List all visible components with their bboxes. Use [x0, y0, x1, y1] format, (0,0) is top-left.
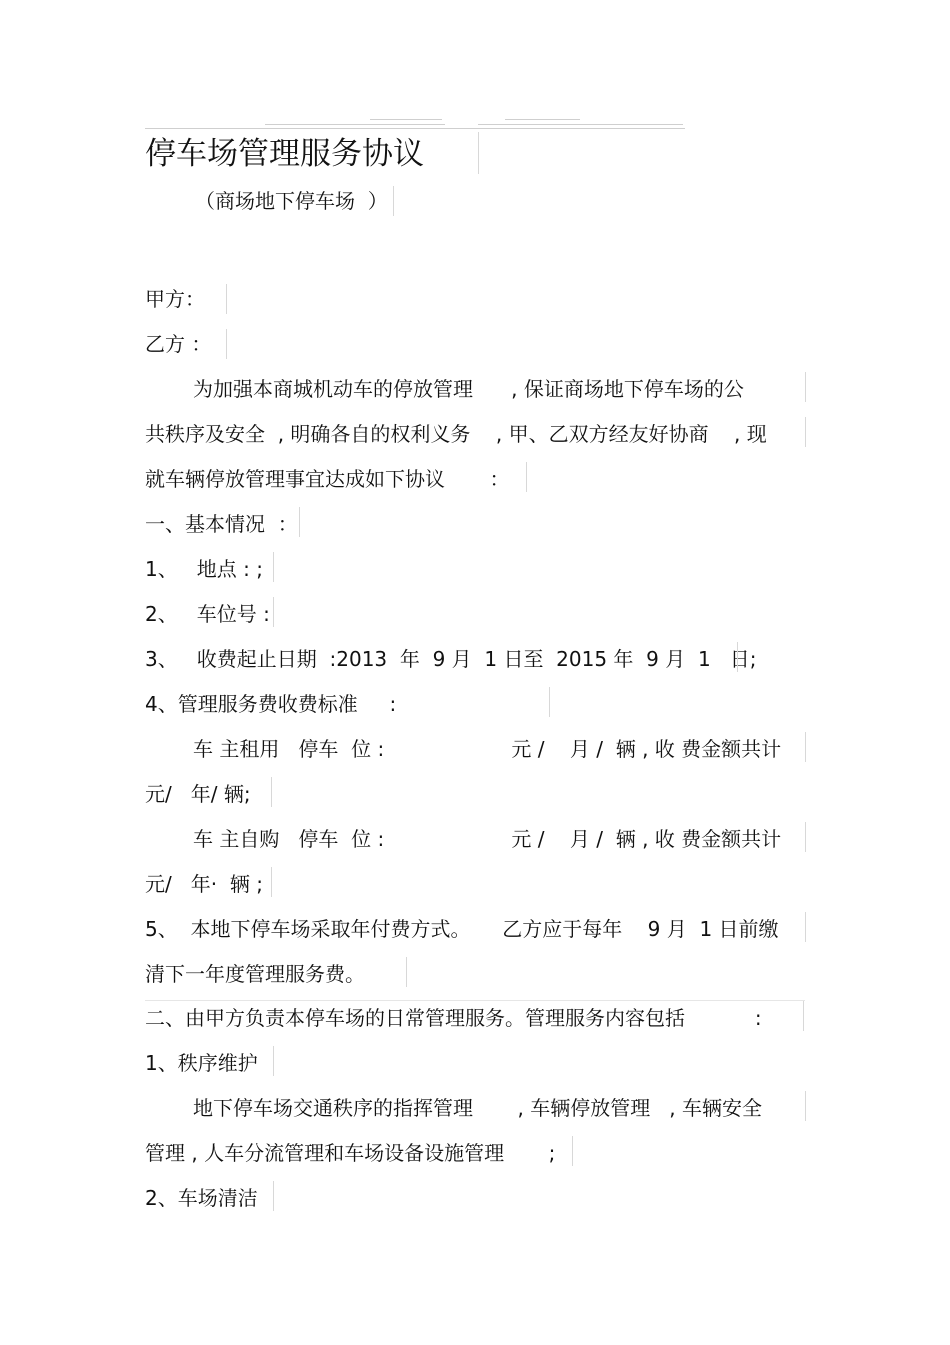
page-subtitle: （商场地下停车场 ）	[195, 189, 388, 213]
margin-bar	[805, 417, 806, 447]
section1-item5: 清下一年度管理服务费。	[145, 962, 365, 986]
section1-item: 4、管理服务费收费标准 :	[145, 692, 397, 716]
party-a-label: 甲方：	[145, 287, 205, 311]
fee-rent-line: 车 主租用 停车 位 : 元 / 月 / 辆 , 收 费金额共计	[193, 737, 782, 761]
margin-bar	[273, 597, 274, 627]
section2-item1-title: 1、秩序维护	[145, 1051, 258, 1075]
intro-line: 就车辆停放管理事宜达成如下协议 ：	[145, 467, 510, 491]
margin-bar	[805, 1091, 806, 1121]
margin-bar	[273, 1046, 274, 1076]
margin-bar	[803, 1001, 804, 1031]
section2-item2-title: 2、车场清洁	[145, 1186, 258, 1210]
header-rule	[505, 119, 580, 120]
margin-bar	[737, 642, 738, 672]
margin-bar	[549, 687, 550, 717]
margin-bar	[393, 186, 394, 216]
margin-bar	[526, 462, 527, 492]
section2-heading: 二、由甲方负责本停车场的日常管理服务。管理服务内容包括 :	[145, 1006, 762, 1030]
party-b-label: 乙方 ：	[145, 332, 212, 356]
margin-bar	[805, 822, 806, 852]
margin-bar	[273, 1181, 274, 1211]
header-rule	[265, 124, 445, 125]
margin-bar	[226, 329, 227, 359]
margin-bar	[273, 552, 274, 582]
section1-item: 1、 地点 : ;	[145, 557, 263, 581]
section2-item1-text: 地下停车场交通秩序的指挥管理 , 车辆停放管理 , 车辆安全	[193, 1096, 763, 1120]
margin-bar	[271, 867, 272, 897]
header-rule	[478, 124, 683, 125]
header-rule	[145, 128, 685, 129]
section1-heading: 一、基本情况 ：	[145, 512, 298, 536]
margin-bar	[226, 284, 227, 314]
fee-rent-line: 元/ 年/ 辆;	[145, 782, 251, 806]
header-rule	[370, 119, 442, 120]
page-title: 停车场管理服务协议	[145, 136, 424, 172]
margin-bar	[805, 912, 806, 942]
intro-line: 共秩序及安全 , 明确各自的权利义务 , 甲、乙双方经友好协商 , 现	[145, 422, 767, 446]
margin-bar	[805, 732, 806, 762]
section1-item: 2、 车位号 :	[145, 602, 270, 626]
margin-bar	[299, 507, 300, 537]
fee-own-line: 车 主自购 停车 位 : 元 / 月 / 辆 , 收 费金额共计	[193, 827, 782, 851]
section-rule	[145, 1000, 805, 1001]
margin-bar	[271, 777, 272, 807]
intro-line: 为加强本商城机动车的停放管理 , 保证商场地下停车场的公	[193, 377, 744, 401]
fee-own-line: 元/ 年· 辆 ;	[145, 872, 263, 896]
section1-item: 3、 收费起止日期 :2013 年 9 月 1 日至 2015 年 9 月 1 日;	[145, 647, 757, 671]
margin-bar	[805, 372, 806, 402]
margin-bar	[406, 957, 407, 987]
section2-item1-text: 管理 , 人车分流管理和车场设备设施管理 ;	[145, 1141, 556, 1165]
margin-bar	[572, 1136, 573, 1166]
margin-bar	[478, 132, 479, 174]
section1-item5: 5、 本地下停车场采取年付费方式。 乙方应于每年 9 月 1 日前缴	[145, 917, 779, 941]
